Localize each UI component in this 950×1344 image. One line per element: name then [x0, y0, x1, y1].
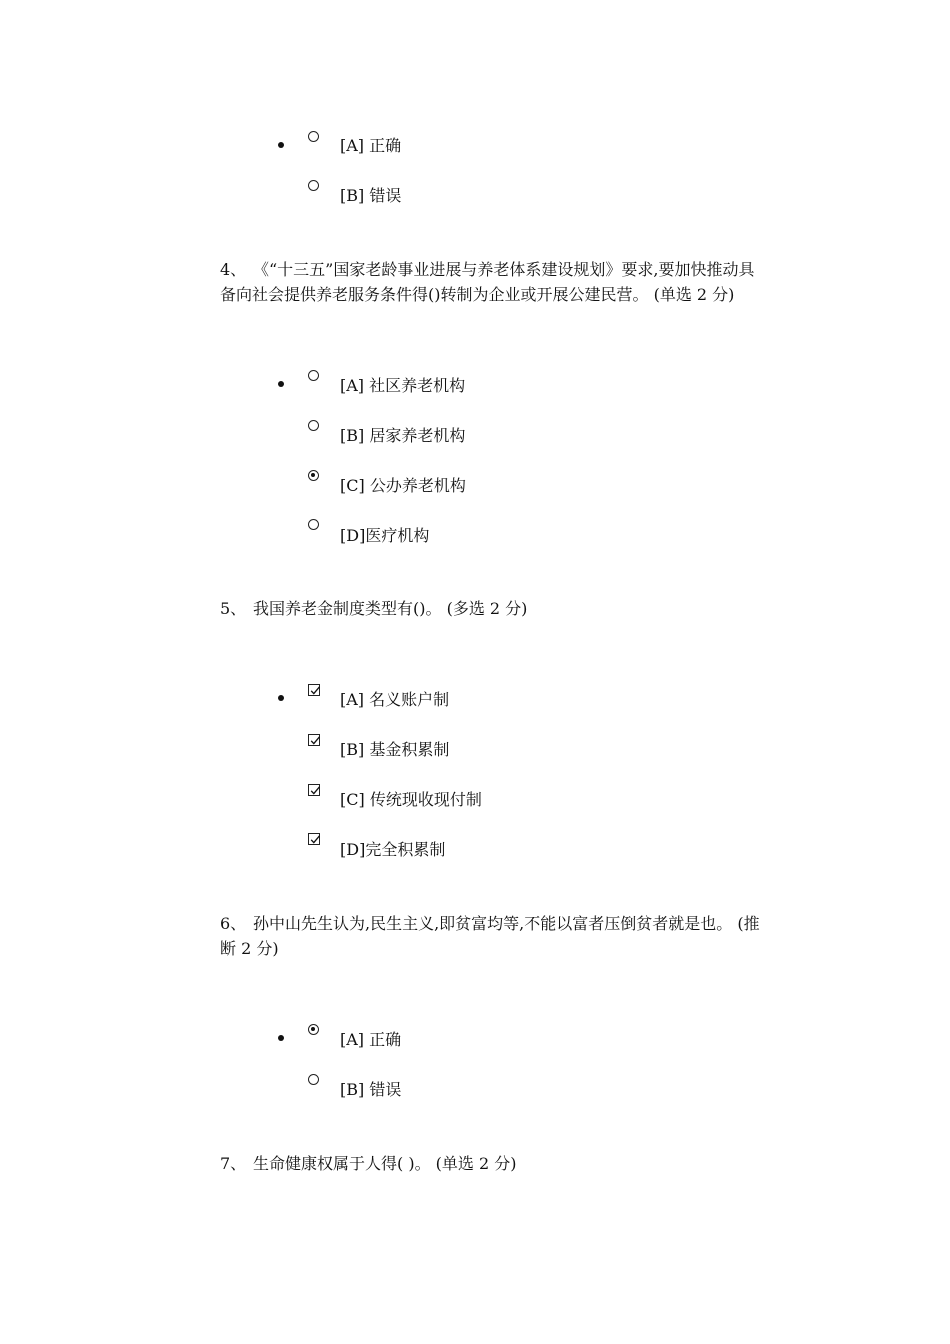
- q5-option-c-checkbox[interactable]: [308, 784, 320, 796]
- q5-option-a-checkbox[interactable]: [308, 684, 320, 696]
- q4-option-a-label: [A] 社区养老机构: [340, 376, 466, 395]
- q6-question-line2: 断 2 分): [220, 939, 279, 958]
- q4-number: 4、: [220, 260, 247, 279]
- q3-option-a-radio[interactable]: [308, 131, 319, 142]
- q5-option-a-label: [A] 名义账户制: [340, 690, 450, 709]
- q5-question-line1: 我国养老金制度类型有()。 (多选 2 分): [253, 599, 528, 618]
- q4-option-c-radio[interactable]: [308, 470, 319, 481]
- q6-option-b-label: [B] 错误: [340, 1080, 402, 1099]
- q4-option-d-radio[interactable]: [308, 519, 319, 530]
- checkmark-icon: [309, 685, 321, 697]
- q5-option-d-label: [D]完全积累制: [340, 840, 446, 859]
- checkmark-icon: [309, 834, 321, 846]
- q4-question-line2: 备向社会提供养老服务条件得()转制为企业或开展公建民营。 (单选 2 分): [220, 285, 735, 304]
- q5-option-d-checkbox[interactable]: [308, 833, 320, 845]
- checkmark-icon: [309, 785, 321, 797]
- list-bullet: [278, 142, 284, 148]
- list-bullet: [278, 695, 284, 701]
- q6-option-a-label: [A] 正确: [340, 1030, 402, 1049]
- q5-option-b-checkbox[interactable]: [308, 734, 320, 746]
- q6-number: 6、: [220, 914, 247, 933]
- q5-option-c-label: [C] 传统现收现付制: [340, 790, 482, 809]
- q5-option-b-label: [B] 基金积累制: [340, 740, 450, 759]
- checkmark-icon: [309, 735, 321, 747]
- q4-option-c-label: [C] 公办养老机构: [340, 476, 466, 495]
- q5-number: 5、: [220, 599, 247, 618]
- q4-option-d-label: [D]医疗机构: [340, 526, 430, 545]
- q4-question-line1: 《“十三五”国家老龄事业进展与养老体系建设规划》要求,要加快推动具: [253, 260, 755, 279]
- list-bullet: [278, 381, 284, 387]
- q4-option-b-label: [B] 居家养老机构: [340, 426, 466, 445]
- q3-option-b-radio[interactable]: [308, 180, 319, 191]
- q7-question-line1: 生命健康权属于人得( )。 (单选 2 分): [253, 1154, 517, 1173]
- q6-question-line1: 孙中山先生认为,民生主义,即贫富均等,不能以富者压倒贫者就是也。 (推: [253, 914, 760, 933]
- q6-option-a-radio[interactable]: [308, 1024, 319, 1035]
- q4-option-b-radio[interactable]: [308, 420, 319, 431]
- q3-option-a-label: [A] 正确: [340, 136, 402, 155]
- q7-number: 7、: [220, 1154, 247, 1173]
- q6-option-b-radio[interactable]: [308, 1074, 319, 1085]
- q4-option-a-radio[interactable]: [308, 370, 319, 381]
- q3-option-b-label: [B] 错误: [340, 186, 402, 205]
- list-bullet: [278, 1035, 284, 1041]
